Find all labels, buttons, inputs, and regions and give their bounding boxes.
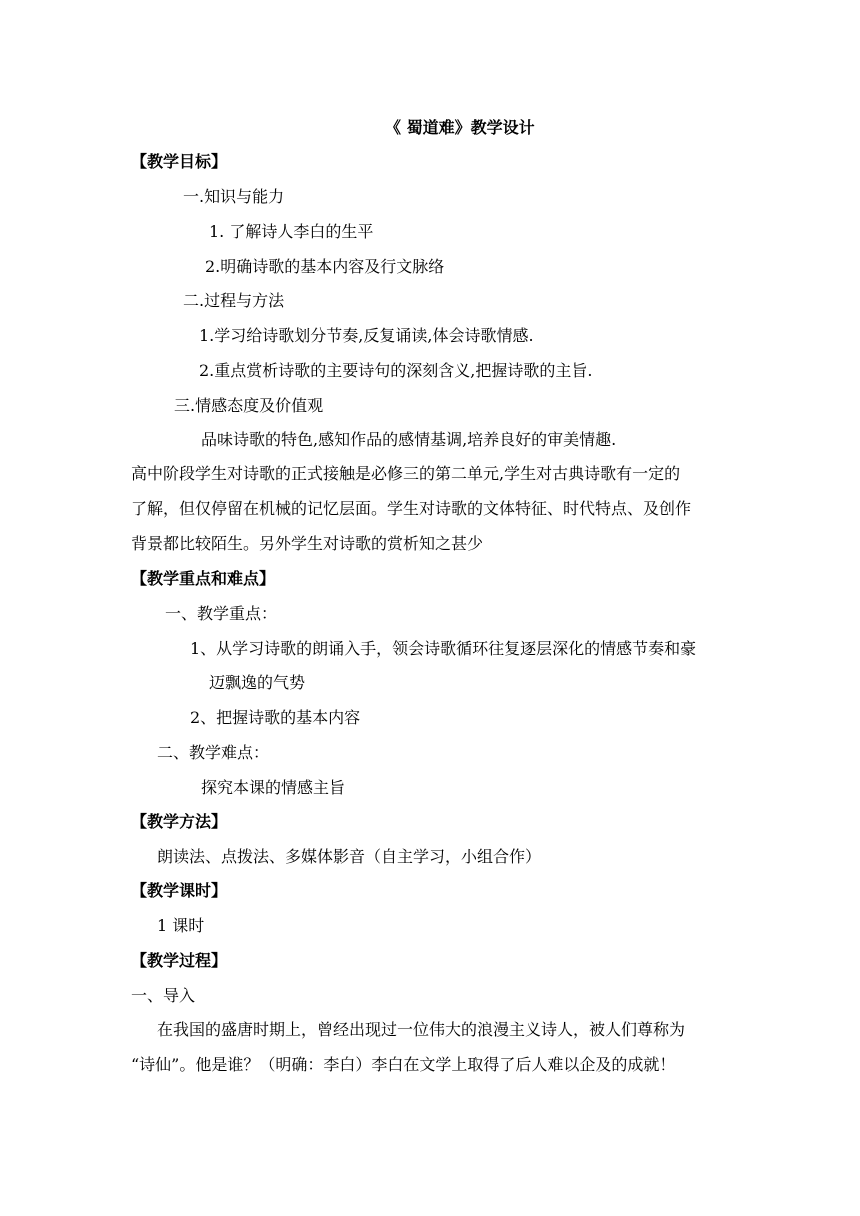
key-points-heading: 【教学重点和难点】	[131, 569, 276, 588]
hours-text: 1 课时	[157, 916, 205, 935]
process-method-item-2: 2.重点赏析诗歌的主要诗句的深刻含义,把握诗歌的主旨.	[199, 361, 593, 380]
analysis-line-1: 高中阶段学生对诗歌的正式接触是必修三的第二单元,学生对古典诗歌有一定的	[131, 464, 681, 483]
process-heading: 【教学过程】	[131, 951, 228, 970]
emotion-label: 三.情感态度及价值观	[174, 396, 324, 415]
document-title: 《 蜀道难》教学设计	[385, 118, 535, 137]
process-paragraph-line-1: 在我国的盛唐时期上，曾经出现过一位伟大的浪漫主义诗人，被人们尊称为	[157, 1020, 686, 1039]
focus-item-2: 2、把握诗歌的基本内容	[190, 708, 361, 727]
hours-heading: 【教学课时】	[131, 881, 228, 900]
knowledge-item-1: 1. 了解诗人李白的生平	[209, 222, 374, 241]
process-method-label: 二.过程与方法	[183, 291, 285, 310]
difficulty-text: 探究本课的情感主旨	[201, 778, 346, 797]
methods-heading: 【教学方法】	[131, 812, 228, 831]
objectives-heading: 【教学目标】	[131, 152, 228, 171]
methods-text: 朗读法、点拨法、多媒体影音（自主学习，小组合作）	[157, 847, 542, 866]
difficulty-label: 二、教学难点：	[157, 743, 270, 762]
focus-label: 一、教学重点：	[165, 604, 278, 623]
focus-item-1-line-2: 迈飘逸的气势	[209, 673, 306, 692]
process-method-item-1: 1.学习给诗歌划分节奏,反复诵读,体会诗歌情感.	[199, 326, 534, 345]
focus-item-1-line-1: 1、从学习诗歌的朗诵入手，领会诗歌循环往复逐层深化的情感节奏和豪	[190, 639, 697, 658]
process-step-1: 一、导入	[131, 986, 196, 1005]
knowledge-item-2: 2.明确诗歌的基本内容及行文脉络	[205, 257, 445, 276]
analysis-line-3: 背景都比较陌生。另外学生对诗歌的赏析知之甚少	[131, 534, 484, 553]
knowledge-label: 一.知识与能力	[183, 187, 285, 206]
emotion-text: 品味诗歌的特色,感知作品的感情基调,培养良好的审美情趣.	[201, 430, 617, 449]
process-paragraph-line-2: “诗仙”。他是谁？（明确：李白）李白在文学上取得了后人难以企及的成就！	[131, 1055, 676, 1074]
analysis-line-2: 了解，但仅停留在机械的记忆层面。学生对诗歌的文体特征、时代特点、及创作	[131, 499, 692, 518]
